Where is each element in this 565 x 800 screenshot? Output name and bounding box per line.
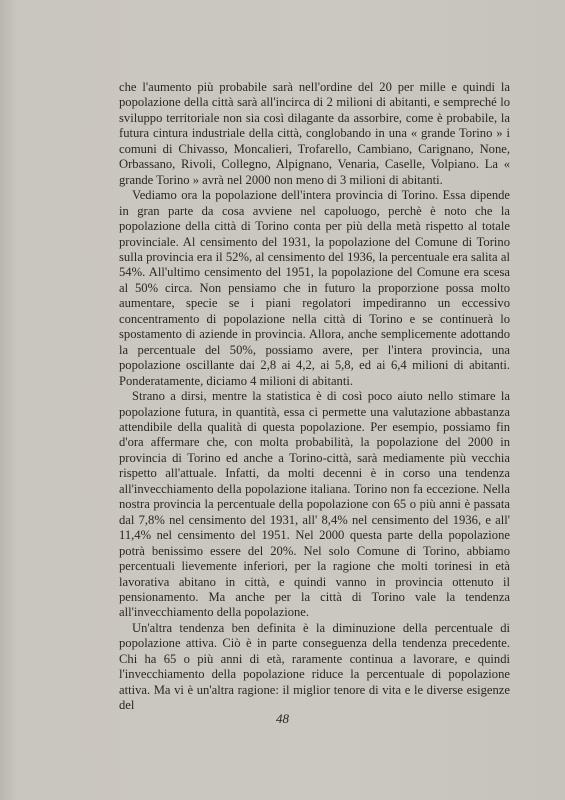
paragraph-4: Un'altra tendenza ben definita è la diminuzione della percentuale di popolazione attiva. Ciò è in parte conseguenza della tendenza precedente. Chi ha 65 o più anni di età, raramente continua a lavorare, e quindi l'invecchiamento della popolazione riduce la percentuale di popolazione attiva. Ma vi è un'altra ragione: il miglior tenore di vita e le diverse esigenze del	[119, 620, 510, 713]
paragraph-3: Strano a dirsi, mentre la statistica è di così poco aiuto nello stimare la popolazione futura, in quantità, essa ci permette una valutazione abbastanza attendibile della qualità di questa popolazione. Per esempio, possiamo fin d'ora affermare che, con molta probabilità, la popolazione del 2000 in provincia di Torino ed anche a Torino-città, sarà mediamente più vecchia rispetto all'attuale. Infatti, da molti decenni è in corso una tendenza all'invecchiamento della popolazione italiana. Torino non fa eccezione. Nella nostra provincia la percentuale della popolazione con 65 o più anni è passata dal 7,8% nel censimento del 1931, all' 8,4% nel censimento del 1936, e all' 11,4% nel censimento del 1951. Nel 2000 questa parte della popolazione potrà benissimo essere del 20%. Nel solo Comune di Torino, abbiamo percentuali lievemente inferiori, per la ragione che molti torinesi in età lavorativa abitano in città, e quindi vanno in provincia ottenuto il pensionamento. Ma anche per la città di Torino vale la tendenza all'invecchiamento della popolazione.	[119, 389, 510, 620]
page-number: 48	[276, 711, 289, 726]
body-text	[119, 80, 510, 714]
paragraph-1: che l'aumento più probabile sarà nell'ordine del 20 per mille e quindi la popolazione della città sarà all'incirca di 2 milioni di abitanti, e sempreché lo sviluppo territoriale non sia così dilagante da assorbire, come è probabile, la futura cintura industriale della città, conglobando in una « grande Torino » i comuni di Chivasso, Moncalieri, Trofarello, Cambiano, Carignano, None, Orbassano, Rivoli, Collegno, Alpignano, Venaria, Caselle, Volpiano. La « grande Torino » avrà nel 2000 non meno di 3 milioni di abitanti.	[119, 80, 510, 187]
paragraph-2: Vediamo ora la popolazione dell'intera provincia di Torino. Essa dipende in gran parte da cosa avviene nel capoluogo, perchè è noto che la popolazione della città di Torino conta per più della metà rispetto al totale provinciale. Al censimento del 1931, la popolazione del Comune di Torino sulla provincia era il 52%, al censimento del 1936, la percentuale era salita al 54%. All'ultimo censimento del 1951, la popolazione del Comune era scesa al 50% circa. Non pensiamo che in futuro la proporzione possa molto aumentare, specie se i piani regolatori impediranno un eccessivo concentramento di popolazione nella città di Torino e se continuerà lo spostamento di aziende in provincia. Allora, anche semplicemente adottando la percentuale del 50%, possiamo avere, per l'intera provincia, una popolazione oscillante dai 2,8 ai 4,2, ai 5,8, ed ai 6,4 milioni di abitanti. Ponderatamente, diciamo 4 milioni di abitanti.	[119, 188, 510, 388]
